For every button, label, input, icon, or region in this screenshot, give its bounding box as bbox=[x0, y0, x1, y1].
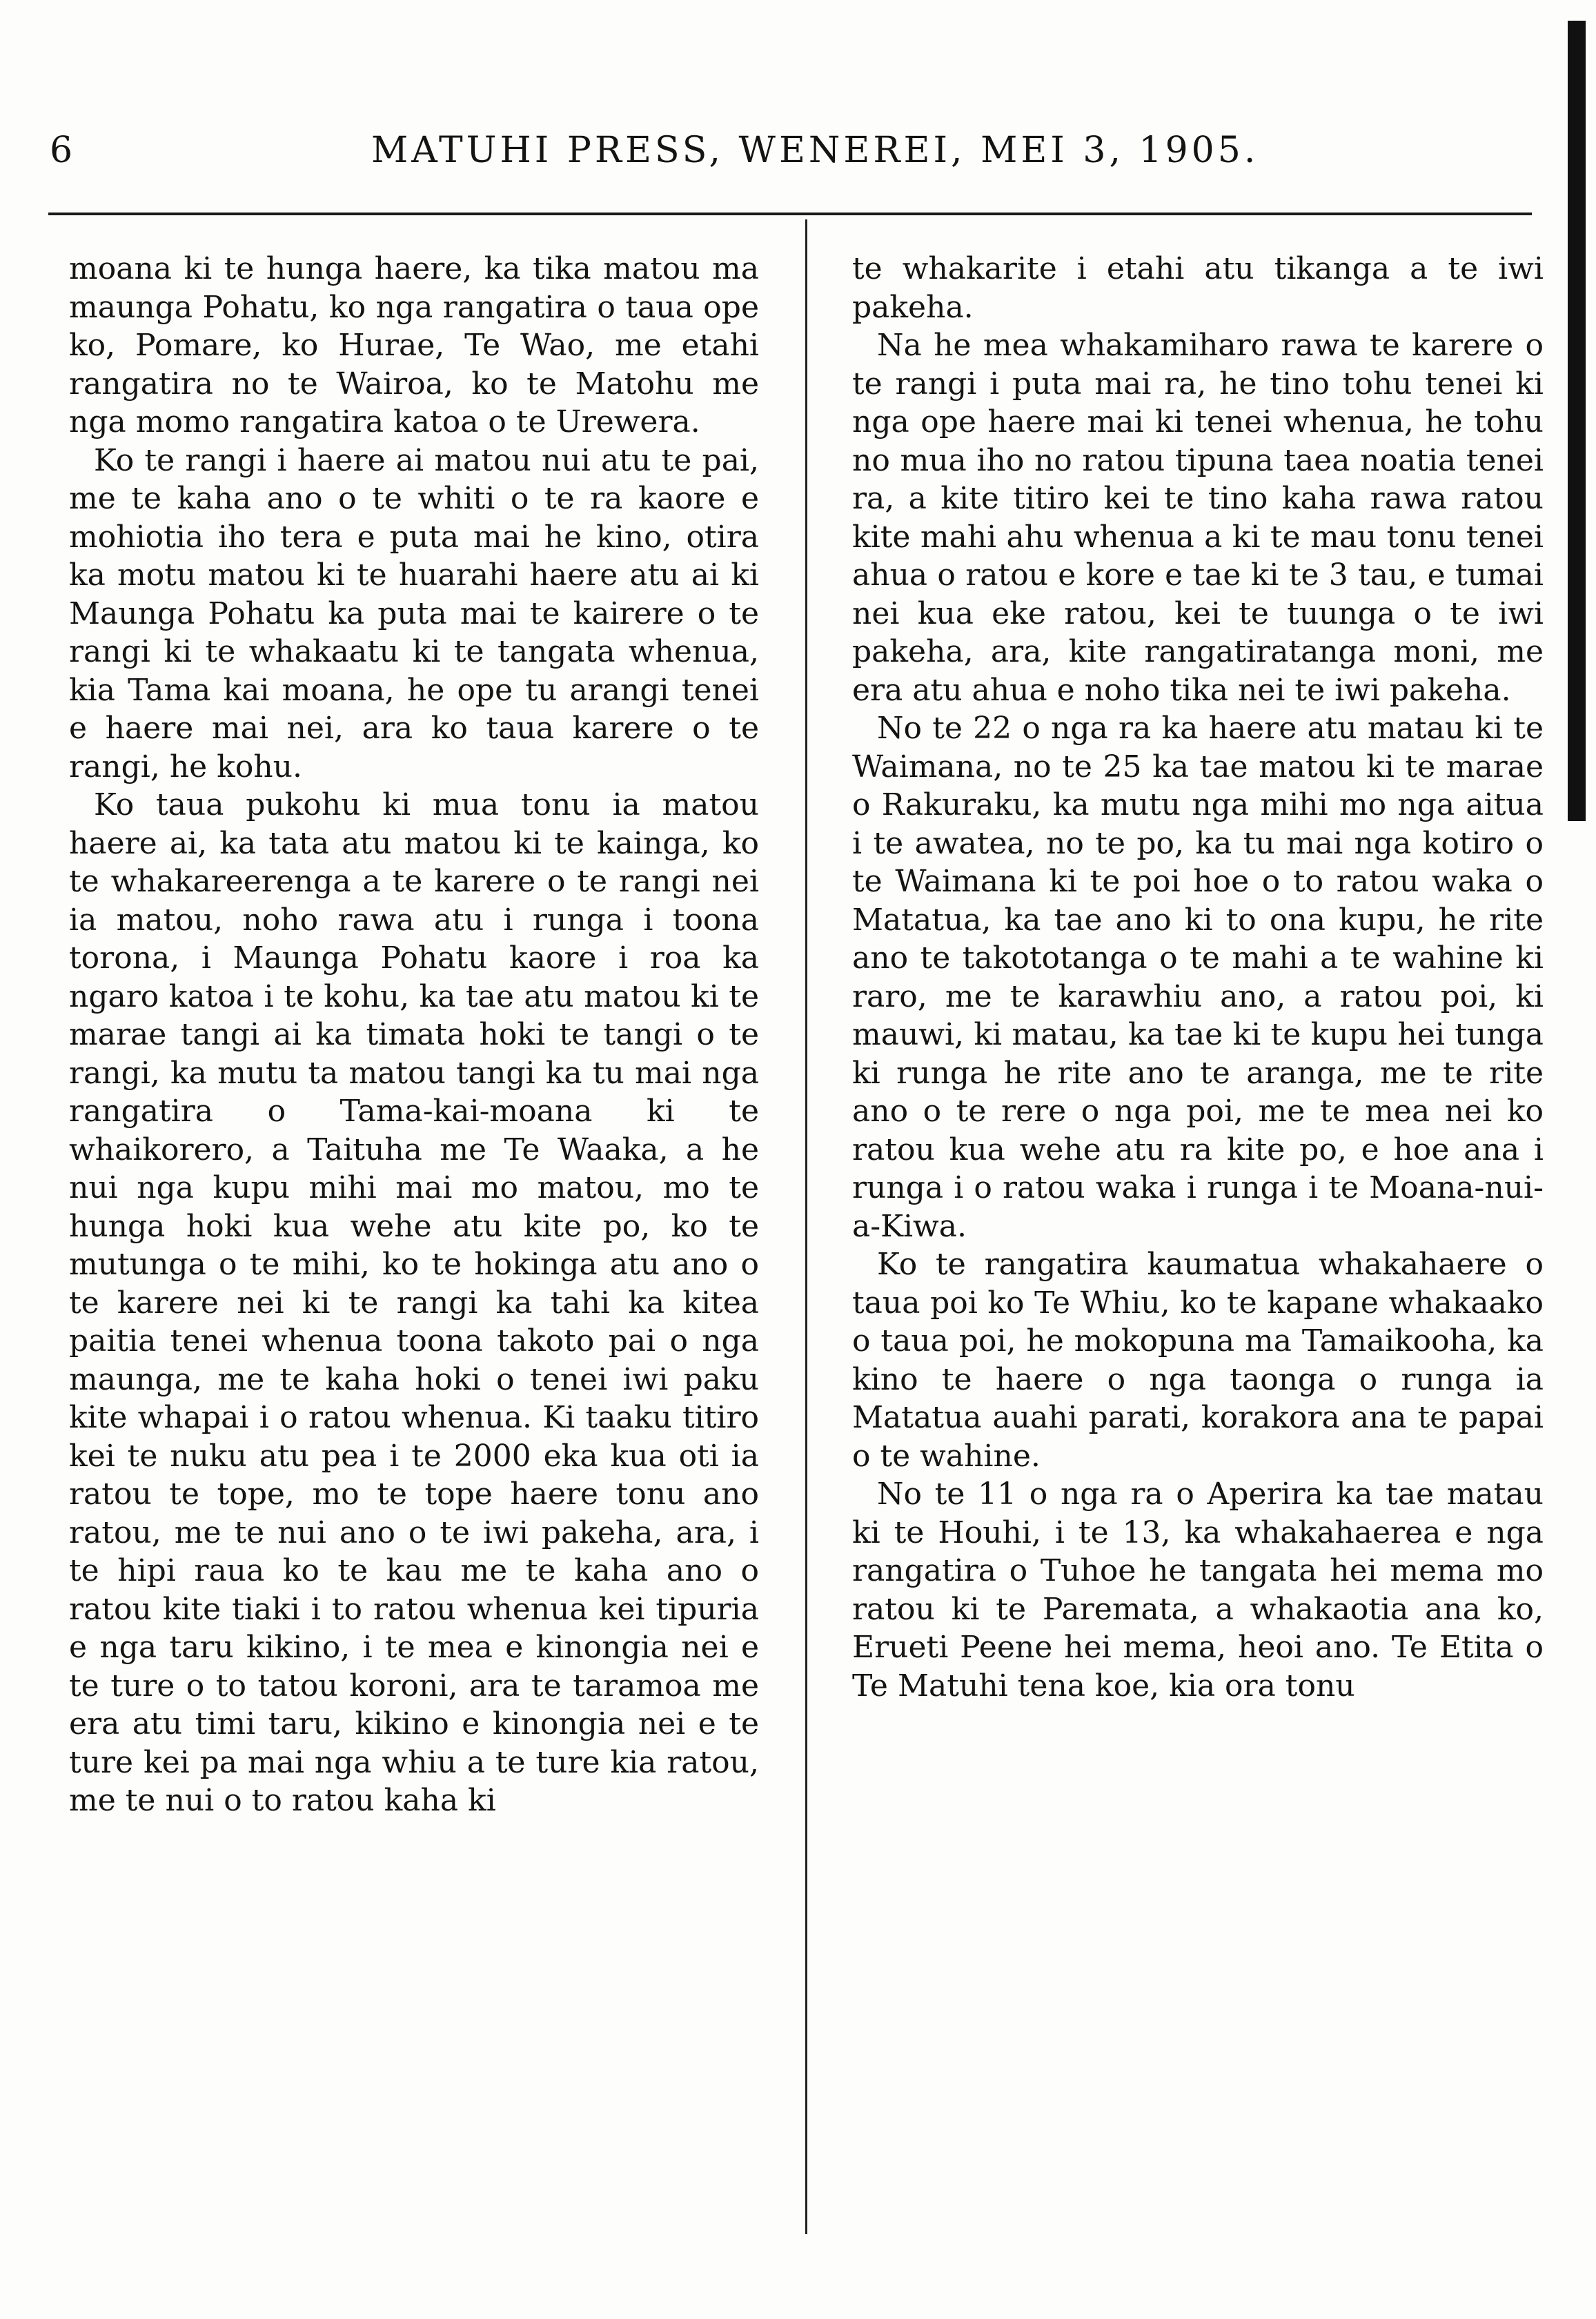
masthead: MATUHI PRESS, WENEREI, MEI 3, 1905. bbox=[371, 130, 1259, 171]
page-number: 6 bbox=[50, 130, 74, 171]
paragraph: No te 11 o nga ra o Aperira ka tae matau ki te Houhi, i te 13, ka whakahaerea e nga rangatira o Tuhoe he tangata hei mema mo ratou ki te Paremata, a whakaotia ana ko, Erueti Peene hei mema, heoi ano. Te Etita o Te Matuhi tena koe, kia ora tonu bbox=[852, 1477, 1544, 1704]
left-column bbox=[69, 250, 759, 1820]
paragraph: Na he mea whakamiharo rawa te karere o te rangi i puta mai ra, he tino tohu tenei ki nga ope haere mai ki tenei whenua, he tohu no mua iho no ratou tipuna taea noatia tenei ra, a kite titiro kei te tino kaha rawa ratou kite mahi ahu whenua a ki te mau tonu tenei ahua o ratou e kore e tae ki te 3 tau, e tumai nei kua eke ratou, kei te tuunga o te iwi pakeha, ara, kite rangatiratanga moni, me era atu ahua e noho tika nei te iwi pakeha. bbox=[852, 328, 1544, 708]
paragraph: te whakarite i etahi atu tikanga a te iwi pakeha. bbox=[852, 251, 1544, 325]
paragraph: moana ki te hunga haere, ka tika matou ma maunga Pohatu, ko nga rangatira o taua ope ko, Pomare, ko Hurae, Te Wao, me etahi rangatira no te Wairoa, ko te Matohu me nga momo rangatira katoa o te Urewera. bbox=[69, 251, 759, 440]
right-column bbox=[852, 250, 1544, 1705]
paragraph: Ko te rangi i haere ai matou nui atu te pai, me te kaha ano o te whiti o te ra kaore e mohiotia iho tera e puta mai he kino, otira ka motu matou ki te huarahi haere atu ai ki Maunga Pohatu ka puta mai te kairere o te rangi ki te whakaatu ki te tangata whenua, kia Tama kai moana, he ope tu arangi tenei e haere mai nei, ara ko taua karere o te rangi, he kohu. bbox=[69, 442, 759, 784]
paragraph: Ko taua pukohu ki mua tonu ia matou haere ai, ka tata atu matou ki te kainga, ko te whakareerenga a te karere o te rangi nei ia matou, noho rawa atu i runga i toona torona, i Maunga Pohatu kaore i roa ka ngaro katoa i te kohu, ka tae atu matou ki te marae tangi ai ka timata hoki te tangi o te rangi, ka mutu ta matou tangi ka tu mai nga rangatira o Tama-kai-moana ki te whaikorero, a Taituha me Te Waaka, a he nui nga kupu mihi mai mo matou, mo te hunga hoki kua wehe atu kite po, ko te mutunga o te mihi, ko te hokinga atu ano o te karere nei ki te rangi ka tahi ka kitea paitia tenei whenua toona takoto pai o nga maunga, me te kaha hoki o tenei iwi paku kite whapai i o ratou whenua. Ki taaku titiro kei te nuku atu pea i te 2000 eka kua oti ia ratou te tope, mo te tope haere tonu ano ratou, me te nui ano o te iwi pakeha, ara, i te hipi raua ko te kau me te kaha ano o ratou kite tiaki i to ratou whenua kei tipuria e nga taru kikino, i te mea e kinongia nei e te ture o to tatou koroni, ara te taramoa me era atu timi taru, kikino e kinongia nei e te ture kei pa mai nga whiu a te ture kia ratou, me te nui o to ratou kaha ki bbox=[69, 787, 759, 1818]
paragraph: No te 22 o nga ra ka haere atu matau ki te Waimana, no te 25 ka tae matou ki te marae o Rakuraku, ka mutu nga mihi mo nga aitua i te awatea, no te po, ka tu mai nga kotiro o te Waimana ki te poi hoe o to ratou waka o Matatua, ka tae ano ki to ona kupu, he rite ano te takototanga o te mahi a te wahine ki raro, me te karawhiu ano, a ratou poi, ki mauwi, ki matau, ka tae ki te kupu hei tunga ki runga he rite ano te aranga, me te rite ano o te rere o nga poi, me te mea nei ko ratou kua wehe atu ra kite po, e hoe ana i runga i o ratou waka i runga i te Moana-nui-a-Kiwa. bbox=[852, 711, 1544, 1244]
column-divider bbox=[805, 219, 807, 2234]
paragraph: Ko te rangatira kaumatua whakahaere o taua poi ko Te Whiu, ko te kapane whakaako o taua poi, he mokopuna ma Tamaikooha, ka kino te haere o nga taonga o runga ia Matatua auahi parati, korakora ana te papai o te wahine. bbox=[852, 1247, 1544, 1474]
page-header bbox=[41, 103, 1497, 179]
scan-edge-bar bbox=[1568, 21, 1586, 821]
header-rule bbox=[48, 213, 1532, 215]
